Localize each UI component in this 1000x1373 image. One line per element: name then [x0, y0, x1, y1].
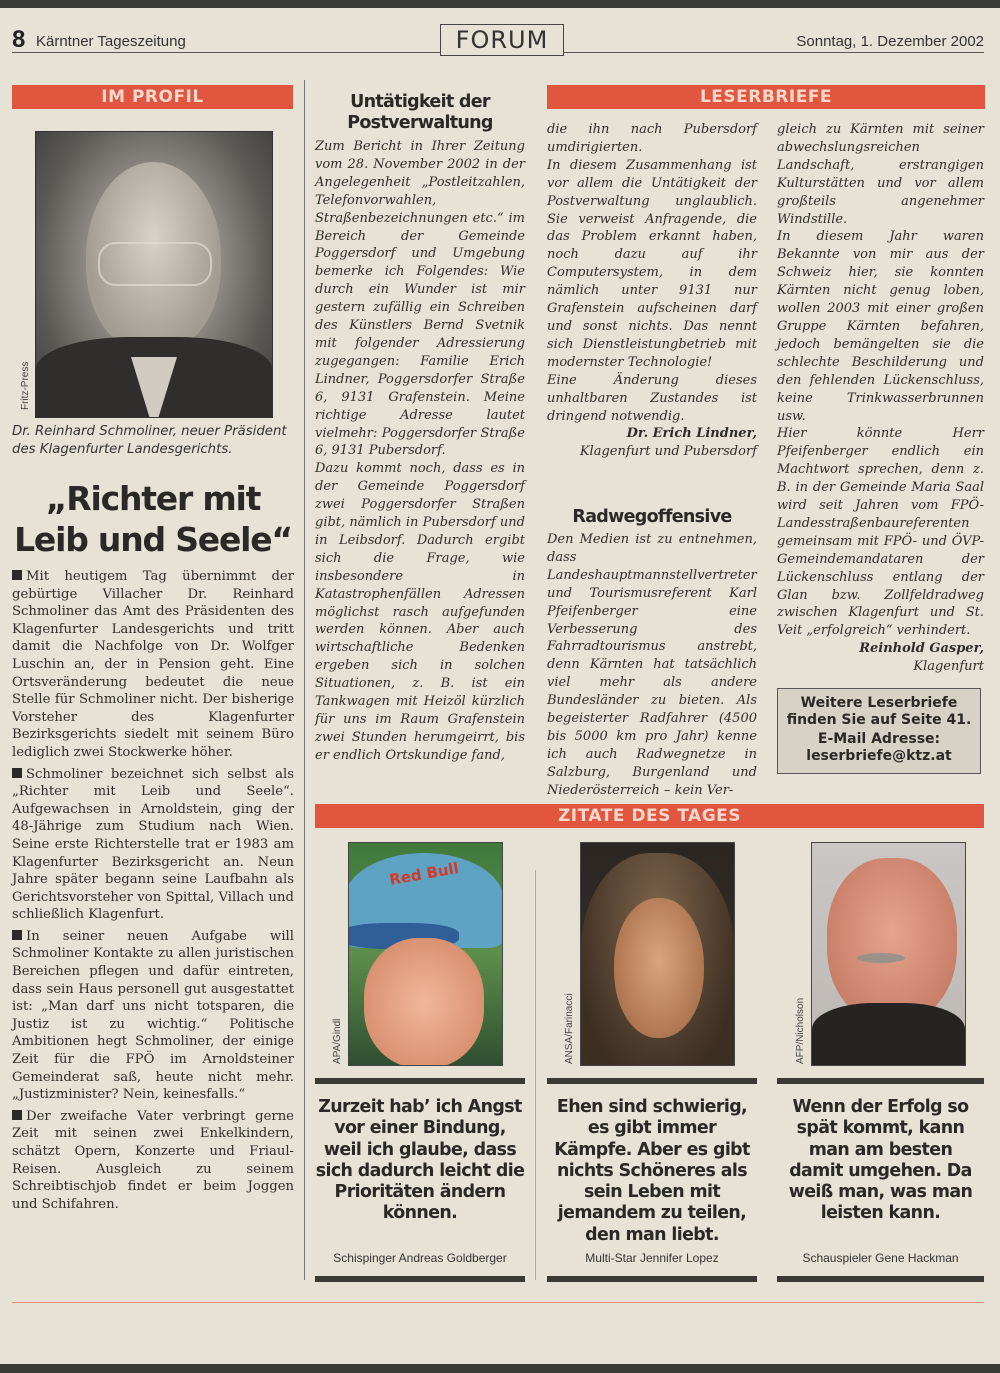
profile-article: [12, 568, 294, 1217]
headline-line-1: „Richter mit: [45, 479, 261, 518]
letter-signature-place: Klagenfurt: [913, 659, 984, 675]
photo-glasses: [98, 242, 212, 286]
letter-postverwaltung-col2: die ihn nach Pubersdorf umdirigierten. In diesem Zusammenhang ist vor allem die Untätigkeit der Postverwaltung unglaublich. Sie verweist Anfragende, die das Problem erkannt haben, noch dazu auf ihr Computersystem, in dem nämlich unter 9131 nur Grafenstein aufscheinen darf und sonst nichts. Das nennt sich Dienstleistungbetrieb mit modernster Technologie! Eine Änderung dieses unhaltbaren Zustandes ist dringend notwendig. Dr. Erich Lindner, Klagenfurt und Pubersdorf: [547, 122, 757, 460]
article-paragraph: In seiner neuen Aufgabe will Schmoliner Kontakte zu allen juristischen Bereichen pflegen und dafür eintreten, dass sein Haus personell gut ausgestattet ist: „Man darf uns nicht totsparen, die Justiz ist zu wichtig.“ Politische Ambitionen hegt Schmoliner, der einige Zeit für die FPÖ im Arnoldsteiner Gemeinderat saß, heute nicht mehr. „Justizminister? Nein, keinesfalls.“: [12, 928, 294, 1103]
photo-face: [614, 898, 704, 1038]
scan-edge-bottom: [0, 1364, 1000, 1373]
profile-headline: [12, 478, 294, 560]
photo-credit: ANSA/Farinacci: [564, 993, 575, 1064]
quote-source: Schauspieler Gene Hackman: [802, 1251, 959, 1265]
photo-face: [827, 858, 957, 1023]
section-title: FORUM: [440, 24, 564, 56]
letter-radweg-col1: Den Medien ist zu entnehmen, dass Landeshauptmannstellvertreter und Tourismusreferent Karl Pfeifenberger eine Verbesserung des Fahrradtourismus anstrebt, denn Kärnten hat tatsächlich viel mehr als andere Bundesländer zu bieten. Als begeisterter Radfahrer (4500 bis 5000 km pro Jahr) kenne ich auch Radwegnetze in Salzburg, Burgenland und Niederösterreich – kein Ver-: [547, 532, 757, 798]
quote-rule: [777, 1078, 984, 1084]
scan-edge-top: [0, 0, 1000, 8]
letter-postverwaltung-col1: Zum Bericht in Ihrer Zeitung vom 28. November 2002 in der Angelegenheit „Postleitzahlen, Telefonvorwahlen, Straßenbezeichnungen etc.“ im Bereich der Gemeinde Poggersdorf und Umgebung bemerke ich Folgendes: Wie durch ein Wunder ist mir gestern zufällig ein Schreiben des Künstlers Bernd Svetnik mit folgender Adressierung zugegangen: Familie Erich Lindner, Poggersdorfer Straße 6, 9131 Grafenstein. Meine richtige Adresse lautet vielmehr: Poggersdorfer Straße 6, 9131 Pubersdorf. Dazu kommt noch, dass es in der Gemeinde Poggersdorf zwei Poggersdorfer Straßen gibt, nämlich in Pubersdorf und in Leibsdorf. Dadurch ergibt sich die Frage, wie insbesondere in Katastrophenfällen Adressen möglichst rasch aufgefunden werden können. Aber auch wirtschaftliche Bedenken ergeben sich in solchen Situationen, z. B. ist ein Tankwagen mit Heizöl kürzlich für uns im Raum Grafenstein zwei Stunden herumgeirrt, bis er endlich Ortskundige fand,: [315, 139, 525, 763]
photo-credit: APA/Gindl: [332, 1018, 343, 1064]
quote-text: Wenn der Erfolg so spät kommt, kann man am besten damit umgehen. Da weiß man, was man leisten kann.: [788, 1097, 973, 1224]
bullet-square-icon: [12, 1110, 22, 1120]
letter-signature-place: Klagenfurt und Pubersdorf: [579, 444, 757, 460]
newspaper-name: Kärntner Tageszeitung: [36, 33, 186, 50]
letter-title-radwegoffensive: Radwegoffensive: [572, 507, 732, 527]
letter-signature: Dr. Erich Lindner,: [626, 426, 757, 442]
quote-photo-goldberger: [348, 842, 503, 1066]
photo-caption: Dr. Reinhard Schmoliner, neuer Präsident des Klagenfurter Landesgerichts.: [12, 424, 287, 457]
headline-line-2: Leib und Seele“: [14, 520, 292, 559]
cap-logo: Red Bull: [387, 859, 461, 889]
quote-rule: [547, 1078, 757, 1084]
quote-photo-hackman: [811, 842, 966, 1066]
column-divider: [535, 870, 536, 1280]
quote-rule: [315, 1078, 525, 1084]
quote-text: Ehen sind schwierig, es gibt immer Kämpfe. Aber es gibt nichts Schöneres als sein Leben mit jemandem zu teilen, den man liebt.: [554, 1097, 750, 1245]
quote-photo-lopez: [580, 842, 735, 1066]
quote-rule: [777, 1276, 984, 1282]
bullet-square-icon: [12, 570, 22, 580]
quote-text: Zurzeit hab’ ich Angst vor einer Bindung, weil ich glaube, dass sich dadurch leicht die Prioritäten ändern können.: [315, 1097, 525, 1224]
profile-photo: [35, 131, 273, 418]
letters-email-link[interactable]: leserbriefe@ktz.at: [806, 748, 952, 764]
letter-signature: Reinhold Gasper,: [859, 641, 984, 657]
photo-face: [364, 938, 484, 1066]
quotes-banner: ZITATE DES TAGES: [315, 804, 984, 828]
quote-rule: [547, 1276, 757, 1282]
issue-date: Sonntag, 1. Dezember 2002: [796, 33, 984, 50]
article-paragraph: Schmoliner bezeichnet sich selbst als „Richter mit Leib und Seele“. Aufgewachsen in Arnoldstein, ging der 48-Jährige zum Studium nach Wien. Seine erste Richterstelle trat er 1983 am Klagenfurter Bezirksgericht an. Neun Jahre später begann seine Laufbahn als Gerichtsvorsteher von Spittal, Villach und schließlich Klagenfurt.: [12, 766, 294, 923]
photo-credit: Fritz-Press: [20, 361, 31, 410]
quote-source: Multi-Star Jennifer Lopez: [585, 1251, 719, 1265]
photo-credit: AFP/Nicholson: [795, 997, 806, 1064]
article-paragraph: Der zweifache Vater verbringt gerne Zeit mit seinen zwei Enkelkindern, schätzt Opern, Konzerte und Friaul-Reisen. Ausgleich zu seinem Schreibtischjob findet er beim Joggen und Schifahren.: [12, 1108, 294, 1212]
quote-rule: [315, 1276, 525, 1282]
footer-rule: [12, 1302, 984, 1303]
letter-radweg-col2: gleich zu Kärnten mit seiner abwechslungsreichen Landschaft, erstrangigen Kulturstätten und vor allem großteils angenehmer Windstille. In diesem Jahr waren Bekannte von mir aus der Schweiz hier, sie konnten Kärnten nicht genug loben, wollen 2003 mit einer großen Gruppe Kärnten befahren, jedoch bemängelten sie die schlechte Beschilderung und den fehlenden Lückenschluss, keine Trinkwasserbrunnen usw. Hier könnte Herr Pfeifenberger endlich ein Machtwort sprechen, denn z. B. in der Gemeinde Maria Saal wird seit Jahren vom FPÖ-Landesstraßenbaureferenten gemeinsam mit FPÖ- und ÖVP-Gemeindemandataren der Lückenschluss entlang der Glan bzw. Zollfeldradweg zwischen Klagenfurt und St. Veit „erfolgreich“ verhindert. Reinhold Gasper, Klagenfurt: [777, 122, 984, 675]
letter-title-postverwaltung: Untätigkeit der Postverwaltung: [347, 92, 493, 133]
photo-moustache: [857, 953, 905, 963]
profile-banner: IM PROFIL: [12, 85, 293, 109]
letters-banner: LESERBRIEFE: [547, 85, 985, 109]
masthead: [12, 24, 984, 54]
bullet-square-icon: [12, 930, 22, 940]
bullet-square-icon: [12, 768, 22, 778]
article-paragraph: Mit heutigem Tag übernimmt der gebürtige Villacher Dr. Reinhard Schmoliner das Amt des Präsidenten des Klagenfurter Landesgerichts und tritt damit die Nachfolge von Dr. Wolfger Luschin an, der in Pension geht. Eine Ortsveränderung bedeutet die neue Stelle für Schmoliner nicht. Der bisherige Vorsteher des Klagenfurter Bezirksgerichts siedelt mit seinem Büro lediglich zwei Stockwerke höher.: [12, 569, 294, 760]
more-letters-box: Weitere Leserbriefe finden Sie auf Seite 41. E-Mail Adresse: leserbriefe@ktz.at: [777, 688, 981, 774]
quote-source: Schispinger Andreas Goldberger: [333, 1251, 507, 1265]
photo-shirt: [812, 1003, 965, 1066]
column-divider: [304, 80, 305, 1280]
page-number: 8: [12, 26, 26, 53]
